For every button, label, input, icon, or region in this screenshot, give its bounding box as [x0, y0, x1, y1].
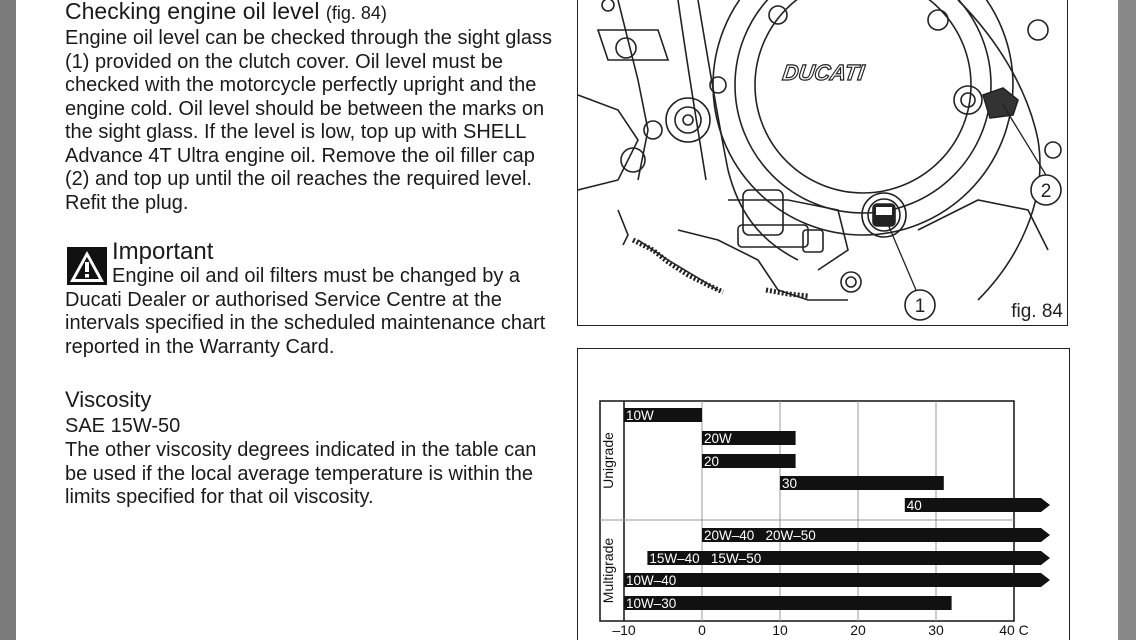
bar-8: [624, 573, 1050, 587]
bar-label-8: 10W–40: [626, 573, 677, 588]
viscosity-sae-grade: SAE 15W-50: [65, 415, 181, 437]
manual-page: [16, 0, 1118, 640]
x-tick-label: 0: [698, 622, 706, 638]
important-note-text: Engine oil and oil filters must be changed by a Ducati Dealer or authorised Service Centre at the intervals specified in the scheduled maintenance chart reported in the Warranty Card.: [65, 265, 546, 358]
engine-clutch-cover-illustration: [578, 0, 1068, 326]
bar-label-2: 20W: [704, 431, 732, 446]
viscosity-chart-svg: [578, 349, 1071, 640]
title-figure-reference: (fig. 84): [325, 3, 387, 23]
engine-figure: [577, 0, 1068, 326]
bar-label-3: 20: [704, 454, 720, 469]
oil-check-paragraph: Engine oil level can be checked through the sight glass (1) provided on the clutch cover. Oil level must be checked with the motorcycle perfectly upright and the engine cold. Oil level should be between the marks on the sight glass. If the level is low, top up with SHELL Advance 4T Ultra engine oil. Remove the oil filler cap (2) and top up until the oil reaches the required level. Refit the plug.: [65, 27, 552, 214]
bar-label-6: 20W–40 20W–50: [704, 528, 816, 543]
bar-4: [780, 476, 944, 490]
x-tick-label: –10: [612, 622, 636, 638]
x-tick-label: 30: [928, 622, 944, 638]
bar-label-1: 10W: [626, 408, 654, 423]
viscosity-chart: [577, 348, 1070, 640]
group-label-unigrade: Unigrade: [600, 432, 616, 489]
x-tick-label: 40 C: [999, 622, 1029, 638]
important-heading: Important: [112, 238, 214, 265]
callout-2: 2: [1040, 181, 1052, 202]
viscosity-heading: Viscosity: [65, 387, 152, 412]
x-tick-label: 10: [772, 622, 788, 638]
bar-5: [905, 498, 1050, 512]
viscosity-paragraph: The other viscosity degrees indicated in the table can be used if the local average temperature is within the limits specified for that oil viscosity.: [65, 439, 537, 508]
viewer-background: [1118, 0, 1136, 640]
bar-label-5: 40: [906, 498, 922, 513]
x-tick-label: 20: [850, 622, 866, 638]
brand-logo-text: DUCATI: [781, 60, 866, 85]
bar-label-9: 10W–30: [626, 596, 677, 611]
callout-1: 1: [914, 296, 926, 317]
page-title: Checking engine oil level (fig. 84): [65, 0, 387, 24]
group-label-multigrade: Multigrade: [600, 537, 616, 604]
figure-label: fig. 84: [1011, 301, 1063, 322]
bar-label-4: 30: [782, 476, 798, 491]
bar-label-7: 15W–40 15W–50: [649, 551, 762, 566]
